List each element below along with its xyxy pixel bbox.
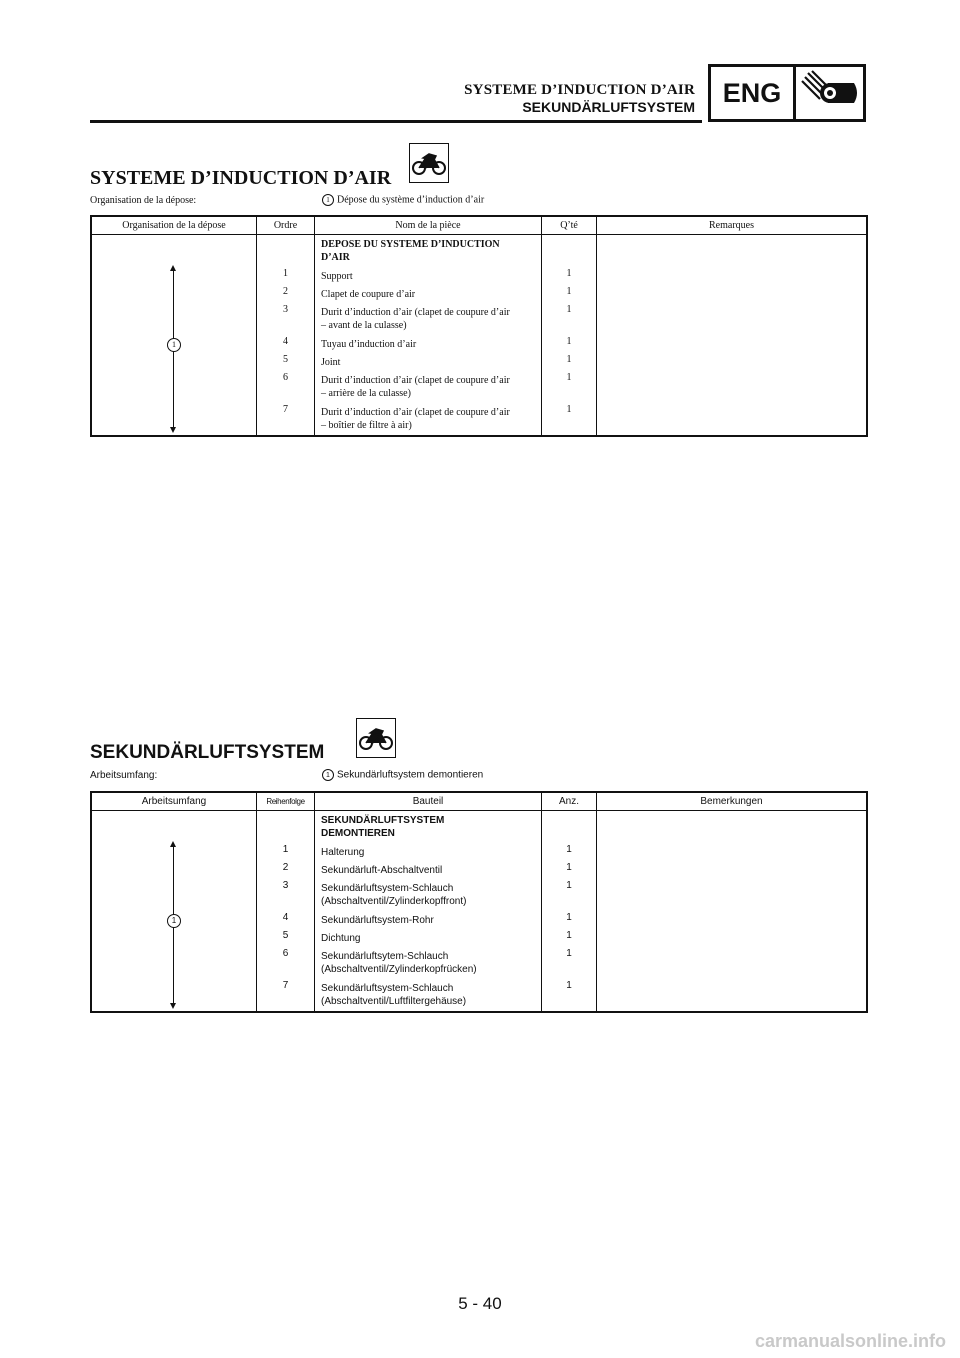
column-header: Bemerkungen	[700, 796, 763, 807]
scope-label: Organisation de la dépose:	[90, 194, 197, 206]
order-cell: 3	[282, 880, 289, 891]
scope-label: Arbeitsumfang:	[90, 769, 158, 781]
range-arrow	[168, 265, 180, 433]
quantity-column	[542, 811, 597, 1011]
order-cell: 4	[282, 912, 289, 923]
column-header: Organisation de la dépose	[92, 217, 257, 234]
qty-cell: 1	[566, 844, 572, 855]
order-cell: 2	[283, 286, 288, 297]
qty-cell: 1	[566, 980, 572, 991]
part-name-column	[315, 235, 542, 435]
scope-line-fr	[90, 194, 484, 206]
part-name-cell: Support	[321, 271, 353, 282]
part-name-cell: Durit d’induction d’air (clapet de coupure d’air – avant de la culasse)	[321, 307, 510, 331]
watermark: carmanualsonline.info	[754, 1331, 946, 1351]
scope-text: Sekundärluftsystem demontieren	[337, 769, 484, 781]
part-name-cell: Durit d’induction d’air (clapet de coupure d’air – arrière de la culasse)	[321, 375, 510, 399]
part-name-cell: Halterung	[321, 847, 365, 858]
parts-table-fr	[90, 215, 868, 437]
table-section-heading: SEKUNDÄRLUFTSYSTEM DEMONTIEREN	[321, 815, 445, 839]
part-name-cell: Sekundärluftsystem-Rohr	[321, 915, 434, 926]
table-header	[92, 217, 866, 235]
part-name-cell: Durit d’induction d’air (clapet de coupure d’air – boîtier de filtre à air)	[321, 407, 510, 431]
order-cell: 7	[283, 404, 288, 415]
motorcycle-icon	[409, 143, 449, 183]
quantity-column	[542, 235, 597, 435]
qty-cell: 1	[566, 336, 572, 347]
order-cell: 1	[282, 844, 289, 855]
order-cell: 6	[282, 948, 289, 959]
parts-table-de	[90, 791, 868, 1013]
table-body	[92, 235, 866, 435]
header-rule	[90, 120, 702, 123]
qty-cell: 1	[566, 268, 572, 279]
qty-cell: 1	[566, 880, 572, 891]
order-cell: 7	[282, 980, 289, 991]
scope-text: Dépose du système d’induction d’air	[337, 194, 485, 206]
column-header: Nom de la pièce	[315, 217, 542, 234]
arrow-down-icon	[170, 427, 176, 433]
scope-line-de	[90, 769, 483, 781]
header-title-de: SEKUNDÄRLUFTSYSTEM	[522, 99, 695, 115]
scope-column	[92, 811, 257, 1011]
order-cell: 5	[283, 354, 288, 365]
part-name-cell: Sekundärluftsystem-Schlauch (Abschaltventil/Zylinderkopffront)	[321, 883, 467, 907]
remarks-column	[597, 811, 866, 1011]
order-cell: 6	[283, 372, 288, 383]
column-header: Ordre	[257, 217, 315, 234]
order-cell: 4	[283, 336, 288, 347]
part-name-column	[315, 811, 542, 1011]
column-header: Q’té	[542, 217, 597, 234]
table-header	[92, 793, 866, 811]
qty-cell: 1	[566, 304, 572, 315]
range-marker: 1	[167, 914, 181, 928]
column-header: Remarques	[709, 220, 754, 231]
table-section-heading: DEPOSE DU SYSTEME D’INDUCTION D’AIR	[321, 239, 500, 263]
column-header: Bauteil	[315, 793, 542, 810]
qty-cell: 1	[566, 286, 572, 297]
scope-marker: 1	[322, 769, 334, 781]
scope-column	[92, 235, 257, 435]
qty-cell: 1	[566, 930, 572, 941]
header-title-fr: SYSTEME D’INDUCTION D’AIR	[464, 82, 695, 98]
arrow-down-icon	[170, 1003, 176, 1009]
qty-cell: 1	[566, 354, 572, 365]
table-body	[92, 811, 866, 1011]
column-header: Arbeitsumfang	[92, 793, 257, 810]
scope-marker: 1	[322, 194, 334, 206]
qty-cell: 1	[566, 862, 572, 873]
section-title-de: SEKUNDÄRLUFTSYSTEM	[90, 742, 325, 763]
order-cell: 2	[282, 862, 289, 873]
part-name-cell: Joint	[321, 357, 341, 368]
qty-cell: 1	[566, 404, 572, 415]
part-name-cell: Dichtung	[321, 933, 361, 944]
part-name-cell: Sekundärluftsystem-Schlauch (Abschaltventil/Luftfiltergehäuse)	[321, 983, 467, 1007]
order-cell: 5	[282, 930, 289, 941]
order-column	[257, 235, 315, 435]
range-marker: 1	[167, 338, 181, 352]
engine-bolt-icon	[796, 67, 863, 119]
motorcycle-icon	[356, 718, 396, 758]
column-header: Anz.	[542, 793, 597, 810]
part-name-cell: Clapet de coupure d’air	[321, 289, 416, 300]
qty-cell: 1	[566, 948, 572, 959]
part-name-cell: Sekundärluftsytem-Schlauch (Abschaltventil/Zylinderkopfrücken)	[321, 951, 477, 975]
qty-cell: 1	[566, 912, 572, 923]
column-header: Reihenfolge	[257, 793, 315, 810]
order-cell: 1	[283, 268, 288, 279]
page-number: 5 - 40	[458, 1294, 502, 1313]
page-header-titles	[464, 82, 695, 115]
remarks-column	[597, 235, 866, 435]
range-arrow	[168, 841, 180, 1009]
part-name-cell: Tuyau d’induction d’air	[321, 339, 417, 350]
section-title-fr: SYSTEME D’INDUCTION D’AIR	[90, 167, 392, 189]
badge-label: ENG	[711, 67, 796, 119]
section-badge	[708, 64, 866, 122]
qty-cell: 1	[566, 372, 572, 383]
part-name-cell: Sekundärluft-Abschaltventil	[321, 865, 443, 876]
order-cell: 3	[283, 304, 288, 315]
order-column	[257, 811, 315, 1011]
